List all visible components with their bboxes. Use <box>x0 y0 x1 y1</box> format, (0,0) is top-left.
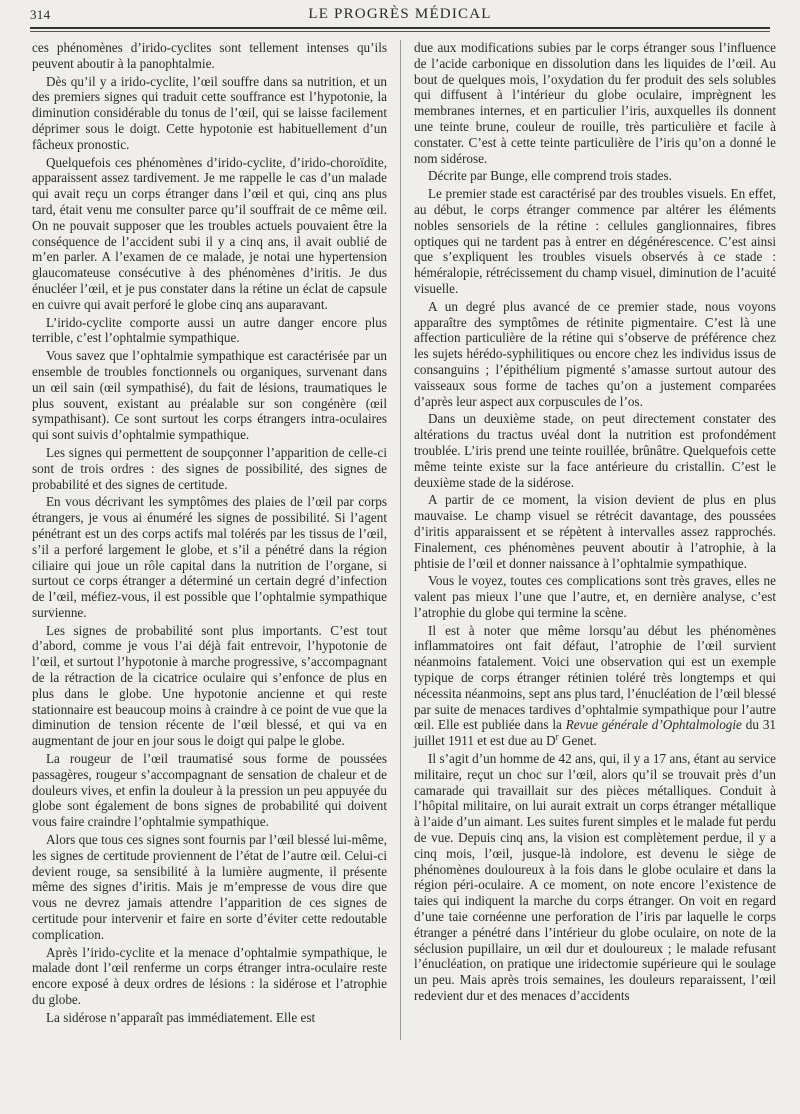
paragraph-text: Il est à noter que même lorsqu’au début les phénomènes inflammatoires ont fait défaut, l’atrophie de l’œil survient néanmoins fatalement. Voici une observation qui est un exemple typique de corps étranger rétinien toléré très longtemps et qui nécessita néanmoins, sept ans plus tard, l’énucléation de l’œil blessé par suite de menaces tardives d’ophtalmie sympathique pour l’autre œil. Elle est publiée dans la <box>414 622 776 733</box>
page-number: 314 <box>30 7 51 22</box>
doctor-abbrev-superscript: r <box>555 731 559 742</box>
paragraph: Décrite par Bunge, elle comprend trois stades. <box>428 168 672 184</box>
paragraph: La rougeur de l’œil traumatisé sous forme de poussées passagères, rougeur s’accompagnant de sensation de chaleur et de douleurs vives, et enfin la douleur à la pression un peu appuyée du globe sont également de bons signes de probabilité qui doivent vous faire craindre l’ophtalmie sympathique. <box>32 751 387 830</box>
paragraph-observation-intro <box>414 623 776 749</box>
header-rule-thick <box>30 27 770 29</box>
paragraph: A partir de ce moment, la vision devient de plus en plus mauvaise. Le champ visuel se rétrécit davantage, des poussées d’iritis apparaissent et se répètent à intervalles assez rapprochés. Finalement, ces phénomènes peuvent aboutir à l’atrophie, à la phtisie de l’œil et donner naissance à l’ophtalmie sympathique. <box>414 492 776 571</box>
paragraph: Quelquefois ces phénomènes d’irido-cyclite, d’irido-choroïdite, apparaissent assez tardivement. Je me rappelle le cas d’un malade qui avait reçu un corps étranger dans l’œil et qui, cinq ans plus tard, était venu me consulter parce qu’il souffrait de ce même œil. On ne pouvait supposer que les troubles actuels pouvaient être la conséquence de l’accident subi il y a cinq ans, il avait oublié de m’en parler. A l’examen de ce malade, je notai une hypertension glaucomateuse consécutive à des phénomènes d’iritis. Je dus énucléer l’œil, et je pus constater dans la rétine un éclat de capsule en cuivre qui avait perforé le globe cinq ans auparavant. <box>32 154 387 312</box>
header-rule-thin <box>30 31 770 32</box>
paragraph: Dès qu’il y a irido-cyclite, l’œil souffre dans sa nutrition, et un des premiers signes qui traduit cette souffrance est l’hypotonie, la diminution considérable du tonus de l’œil, qui se laisse facilement déprimer sous le doigt. Cette hypotonie est habituellement d’un fâcheux pronostic. <box>32 73 387 152</box>
page-header <box>30 4 770 26</box>
paragraph: En vous décrivant les symptômes des plaies de l’œil par corps étrangers, je vous ai énuméré les signes de possibilité. Si l’agent pénétrant est un des corps actifs mal tolérés par les tissus de l’œil, s’il a perforé largement le globe, et s’il a pénétré dans la région ciliaire qui joue un rôle capital dans la nutrition de l’organe, si surtout ce corps étranger a déterminé un certain degré d’infection de l’œil, méfiez-vous, il est possible que l’ophtalmie sympathique survienne. <box>32 494 387 620</box>
paragraph: Le premier stade est caractérisé par des troubles visuels. En effet, au début, le corps étranger commence par altérer les éléments nobles sensoriels de la rétine : cellules ganglionnaires, fibres optiques qui ne tardent pas à entrer en dégénérescence. C’est ainsi que s’expliquent les troubles visuels observés à ce stade : héméralopie, rétrécissement du champ visuel, diminution de l’acuité visuelle. <box>414 186 776 296</box>
running-title: LE PROGRÈS MÉDICAL <box>308 6 492 22</box>
paragraph: L’irido-cyclite comporte aussi un autre danger encore plus terrible, c’est l’ophtalmie sympathique. <box>32 314 387 346</box>
paragraph: A un degré plus avancé de ce premier stade, nous voyons apparaître des symptômes de rétinite pigmentaire. C’est là une affection particulière de la rétine qui s’observe de préférence chez les sujets hérédo-syphilitiques ou encore chez les individus issus de consanguins ; l’épithélium pigmenté s’amasse surtout autour des vaisseaux sous forme de taches qu’on a justement comparées d’après leur aspect aux corpuscules de l’os. <box>414 298 776 409</box>
paragraph: La sidérose n’apparaît pas immédiatement. Elle est <box>46 1009 316 1025</box>
journal-title: Revue générale d’Ophtalmologie <box>565 717 742 733</box>
paragraph: ces phénomènes d’irido-cyclites sont tellement intenses qu’ils peuvent aboutir à la panophtalmie. <box>32 40 387 71</box>
author-name: Genet. <box>558 733 597 749</box>
paragraph: Vous le voyez, toutes ces complications sont très graves, elles ne valent pas mieux l’une que l’autre, et, en dernière analyse, c’est l’atrophie du globe qui termine la scène. <box>414 573 776 620</box>
paragraph: Il s’agit d’un homme de 42 ans, qui, il y a 17 ans, étant au service militaire, reçut un choc sur l’œil, alors qu’il se trouvait près d’un camarade qui travaillait sur des pièces métalliques. Conduit à l’hôpital militaire, on lui aurait extrait un corps étranger métallique à l’aide d’un aimant. Les suites furent simples et le malade fut perdu de vue. Depuis cinq ans, la vision est complètement perdue, il y a cinq mois, l’œil, jusque-là indolore, est devenu le siège de phénomènes douloureux à la fois dans le globe oculaire et dans la région péri-oculaire. A ce moment, on note encore l’existence de taies qui indiquent la marche du corps étranger. On voit en regard d’une taie cornéenne une perforation de l’iris par laquelle le corps étranger a pénétré dans l’intérieur du globe oculaire, on note de la séclusion pupillaire, un œil dur et douloureux ; le malade refusant l’énucléation, on pratique une iridectomie supérieure qui le soulage un peu. Mais après trois semaines, les douleurs reparaissent, l’œil redevient dur et des menaces d’accidents <box>414 751 776 1004</box>
paragraph: Les signes de probabilité sont plus importants. C’est tout d’abord, comme je vous l’ai déjà fait entrevoir, l’hypotonie de l’œil, et surtout l’hypotonie à marche progressive, s’accompagnant de la rétraction de la cicatrice oculaire qui s’enfonce de plus en plus dans le globe. Une hypotonie ancienne et qui reste stationnaire est beaucoup moins à craindre à ce point de vue que la diminution de tension récente de l’œil blessé, et qui va en augmentant de jour en jour sous le doigt qui palpe le globe. <box>32 622 387 749</box>
paragraph: due aux modifications subies par le corps étranger sous l’influence de l’acide carbonique en dissolution dans les liquides de l’œil. Au bout de quelques mois, l’oxydation du fer produit des sels solubles qui diffusent à l’intérieur du globe oculaire, imprègnent les membranes internes, et en particulier l’iris, auxquelles ils donnent une teinte brune, couleur de rouille, très particulière et facile à constater. C’est à cette teinte particulière de l’iris qu’on a donné le nom sidérose. <box>414 40 776 166</box>
paragraph: Vous savez que l’ophtalmie sympathique est caractérisée par un ensemble de troubles fonctionnels ou organiques, survenant dans un œil sain (œil sympathisé), du fait de lésions, traumatiques le plus souvent, existant au préalable sur son congénère (œil sympathisant). Ce sont surtout les corps étrangers intra-oculaires qui sont suivis d’ophtalmie sympathique. <box>32 348 387 443</box>
paragraph: Dans un deuxième stade, on peut directement constater des altérations du tractus uvéal dont la nutrition est profondément troublée. L’iris prend une teinte rouillée, brûnâtre. Quelquefois cette même teinte existe sur la face antérieure du cristallin. C’est le deuxième stade de la sidérose. <box>414 411 776 490</box>
citation-date: du 31 juillet 1911 et est due au D <box>414 717 777 749</box>
left-column <box>32 40 387 1028</box>
paragraph: Alors que tous ces signes sont fournis par l’œil blessé lui-même, les signes de certitude proviennent de l’état de l’autre œil. Celui-ci devient rouge, sa sensibilité à la lumière augmente, il présente même des signes d’iritis. Mais je m’empresse de vous dire que vous ne devrez jamais attendre l’apparition de ces signes de certitude pour intervenir et faire en sorte d’éviter cette redoutable complication. <box>32 832 387 942</box>
right-column <box>414 40 776 1006</box>
column-divider <box>400 40 401 1040</box>
paragraph: Après l’irido-cyclite et la menace d’ophtalmie sympathique, le malade dont l’œil renferme un corps étranger intra-oculaire reste encore exposé à deux ordres de lésions : la sidérose et l’atrophie du globe. <box>32 944 387 1008</box>
paragraph: Les signes qui permettent de soupçonner l’apparition de celle-ci sont de trois ordres : des signes de possibilité, des signes de probabilité et des signes de certitude. <box>32 444 387 492</box>
